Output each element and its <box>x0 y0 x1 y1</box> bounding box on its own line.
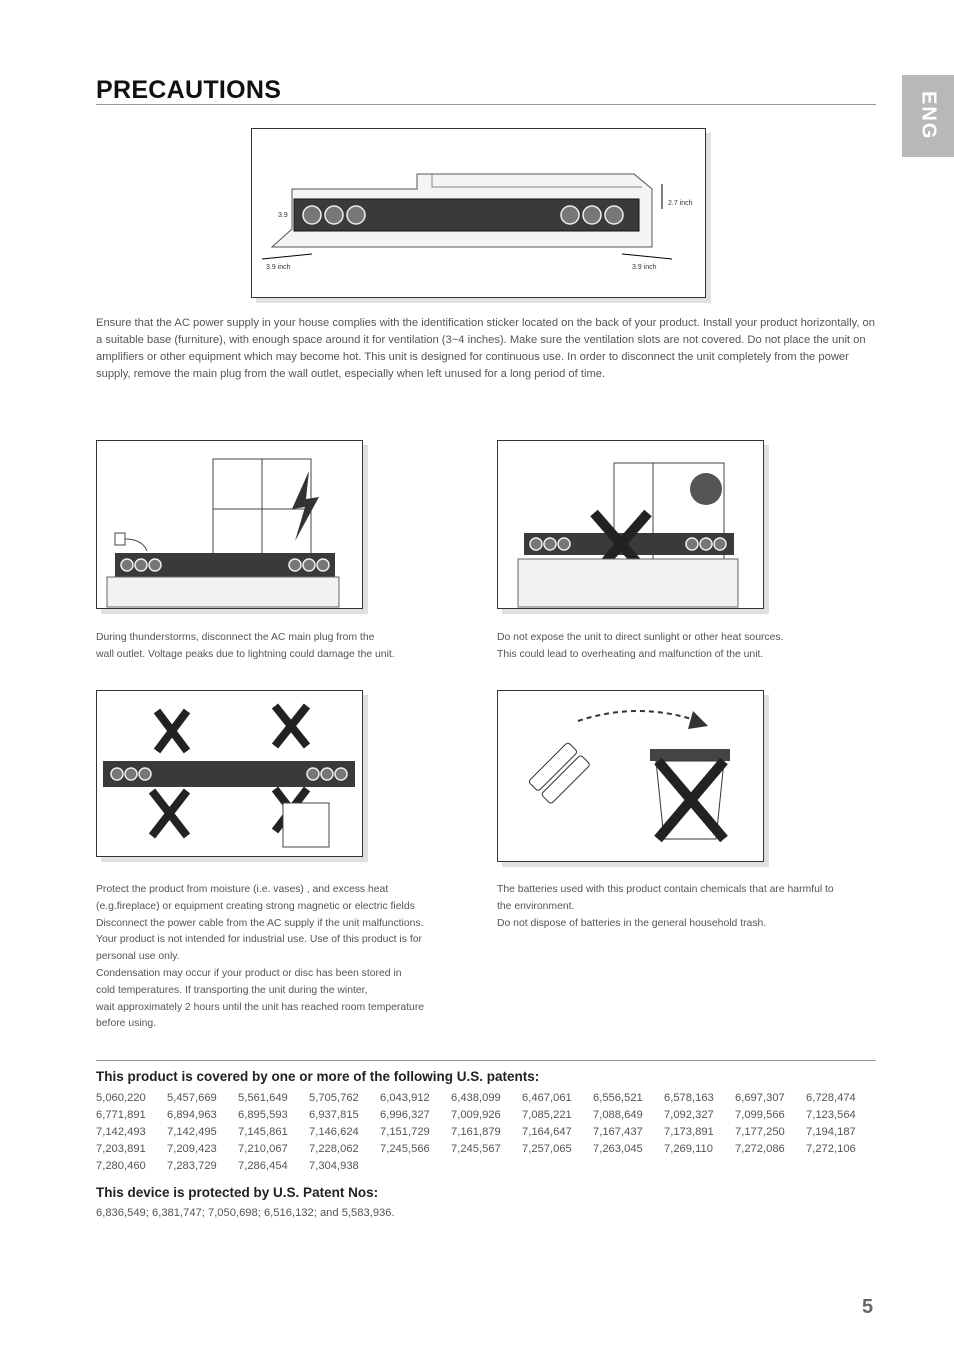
thunderstorm-illustration <box>97 441 362 608</box>
patent-number: 5,457,669 <box>167 1092 217 1104</box>
language-tab-label: ENG <box>917 91 940 141</box>
patent-number: 7,203,891 <box>96 1143 146 1155</box>
heater-icon <box>283 803 329 847</box>
patent-number: 7,263,045 <box>593 1143 643 1155</box>
patent-number: 7,167,437 <box>593 1126 643 1138</box>
language-tab <box>902 75 954 157</box>
device-patent-numbers: 6,836,549; 6,381,747; 7,050,698; 6,516,132; and 5,583,936. <box>96 1207 395 1219</box>
patent-number: 7,088,649 <box>593 1109 643 1121</box>
patent-number: 5,705,762 <box>309 1092 359 1104</box>
moisture-illustration <box>97 691 362 856</box>
batteries-illustration <box>498 691 763 861</box>
caption-line: Condensation may occur if your product or disc has been stored in <box>96 967 402 979</box>
patent-number: 7,085,221 <box>522 1109 572 1121</box>
patent-number: 7,286,454 <box>238 1160 288 1172</box>
patent-number: 7,151,729 <box>380 1126 430 1138</box>
patent-number: 7,280,460 <box>96 1160 146 1172</box>
patent-number: 7,146,624 <box>309 1126 359 1138</box>
patents-heading: This product is covered by one or more of the following U.S. patents: <box>96 1069 540 1084</box>
page-title: PRECAUTIONS <box>96 76 282 104</box>
batteries-caption <box>497 882 887 932</box>
patent-number: 7,177,250 <box>735 1126 785 1138</box>
caption-line: Disconnect the power cable from the AC supply if the unit malfunctions. <box>96 917 424 929</box>
patent-number: 6,996,327 <box>380 1109 430 1121</box>
patent-number: 5,060,220 <box>96 1092 146 1104</box>
caption-line: Protect the product from moisture (i.e. vases) , and excess heat <box>96 884 389 895</box>
patent-number: 6,895,593 <box>238 1109 288 1121</box>
batteries-figure <box>497 690 764 862</box>
patent-number: 7,173,891 <box>664 1126 714 1138</box>
caption-line: cold temperatures. If transporting the unit during the winter, <box>96 984 368 996</box>
patent-number: 7,161,879 <box>451 1126 501 1138</box>
caption-line: Your product is not intended for industrial use. Use of this product is for <box>96 934 422 946</box>
patent-number: 7,304,938 <box>309 1160 359 1172</box>
caption-line: wait approximately 2 hours until the unit has reached room temperature <box>96 1001 425 1013</box>
patent-number: 6,937,815 <box>309 1109 359 1121</box>
ventilation-figure <box>251 128 706 298</box>
caption-line: Do not expose the unit to direct sunlight or other heat sources. <box>497 632 784 643</box>
prohibited-x-icon <box>157 711 187 751</box>
patent-number: 7,210,067 <box>238 1143 288 1155</box>
caption-line: personal use only. <box>96 951 180 963</box>
patent-number: 7,123,564 <box>806 1109 856 1121</box>
caption-line: wall outlet. Voltage peaks due to lightning could damage the unit. <box>96 648 395 660</box>
battery-icon <box>528 742 590 804</box>
patent-number: 7,245,566 <box>380 1143 430 1155</box>
caption-line: The batteries used with this product contain chemicals that are harmful to <box>497 884 834 895</box>
prohibited-x-icon <box>152 791 187 836</box>
caption-line: Do not dispose of batteries in the general household trash. <box>497 917 767 929</box>
sunlight-caption <box>497 630 877 664</box>
ventilation-illustration <box>252 129 705 297</box>
patent-number: 7,228,062 <box>309 1143 359 1155</box>
patent-number: 7,272,086 <box>735 1143 785 1155</box>
patent-number: 7,245,567 <box>451 1143 501 1155</box>
patent-number: 6,556,521 <box>593 1092 643 1104</box>
sunlight-illustration <box>498 441 763 608</box>
caption-line: before using. <box>96 1018 157 1030</box>
patent-number: 7,283,729 <box>167 1160 217 1172</box>
patent-number: 7,269,110 <box>664 1143 713 1155</box>
dim-left-side: 3.9 <box>278 212 288 219</box>
moisture-figure <box>96 690 363 857</box>
patent-number: 7,209,423 <box>167 1143 217 1155</box>
arrow-icon <box>688 711 708 729</box>
patent-number: 7,145,861 <box>238 1126 288 1138</box>
patent-number: 7,142,493 <box>96 1126 146 1138</box>
caption-line: (e.g.fireplace) or equipment creating strong magnetic or electric fields <box>96 900 415 912</box>
patent-number: 6,438,099 <box>451 1092 501 1104</box>
thunderstorm-figure <box>96 440 363 609</box>
title-rule <box>96 104 876 105</box>
patent-number: 5,561,649 <box>238 1092 288 1104</box>
device-patents-heading: This device is protected by U.S. Patent Nos: <box>96 1185 379 1200</box>
patent-number: 7,194,187 <box>806 1126 856 1138</box>
patent-number: 7,272,106 <box>806 1143 856 1155</box>
patent-number: 7,164,647 <box>522 1126 572 1138</box>
dim-bottom-right: 3.9 inch <box>632 264 657 271</box>
sun-icon <box>690 473 722 505</box>
intro-paragraph: Ensure that the AC power supply in your house complies with the identification sticker located on the back of your product. Install your product horizontally, on a suitable base (furniture), with enough space around it for ventilation (3~4 inches). Make sure the ventilation slots are not covered. Do not place the unit on amplifiers or other equipment which may become hot. This unit is designed for continuous use. In order to disconnect the unit completely from the power supply, remove the main plug from the wall outlet, especially when left unused for a long period of time. <box>96 317 875 380</box>
patent-number: 6,894,963 <box>167 1109 217 1121</box>
moisture-caption <box>96 882 476 1033</box>
patent-number: 6,043,912 <box>380 1092 430 1104</box>
patent-number: 7,257,065 <box>522 1143 572 1155</box>
patent-number: 6,728,474 <box>806 1092 856 1104</box>
caption-line: During thunderstorms, disconnect the AC main plug from the <box>96 632 375 643</box>
dim-bottom-left: 3.9 inch <box>266 264 291 271</box>
patent-number: 7,009,926 <box>451 1109 501 1121</box>
caption-line: This could lead to overheating and malfunction of the unit. <box>497 648 764 660</box>
dim-top-right: 2.7 inch <box>668 200 693 207</box>
patent-number-grid <box>96 1090 876 1175</box>
patent-number: 7,092,327 <box>664 1109 714 1121</box>
patents-rule <box>96 1060 876 1061</box>
sunlight-figure <box>497 440 764 609</box>
prohibited-x-icon <box>275 706 307 746</box>
patent-number: 6,467,061 <box>522 1092 572 1104</box>
wall-outlet-icon <box>115 533 125 545</box>
caption-line: the environment. <box>497 900 575 912</box>
page-number: 5 <box>862 1296 874 1318</box>
patent-number: 7,099,566 <box>735 1109 785 1121</box>
thunderstorm-caption <box>96 630 476 664</box>
patent-number: 7,142,495 <box>167 1126 217 1138</box>
patent-number: 6,578,163 <box>664 1092 714 1104</box>
patent-number: 6,771,891 <box>96 1109 146 1121</box>
patent-number: 6,697,307 <box>735 1092 785 1104</box>
